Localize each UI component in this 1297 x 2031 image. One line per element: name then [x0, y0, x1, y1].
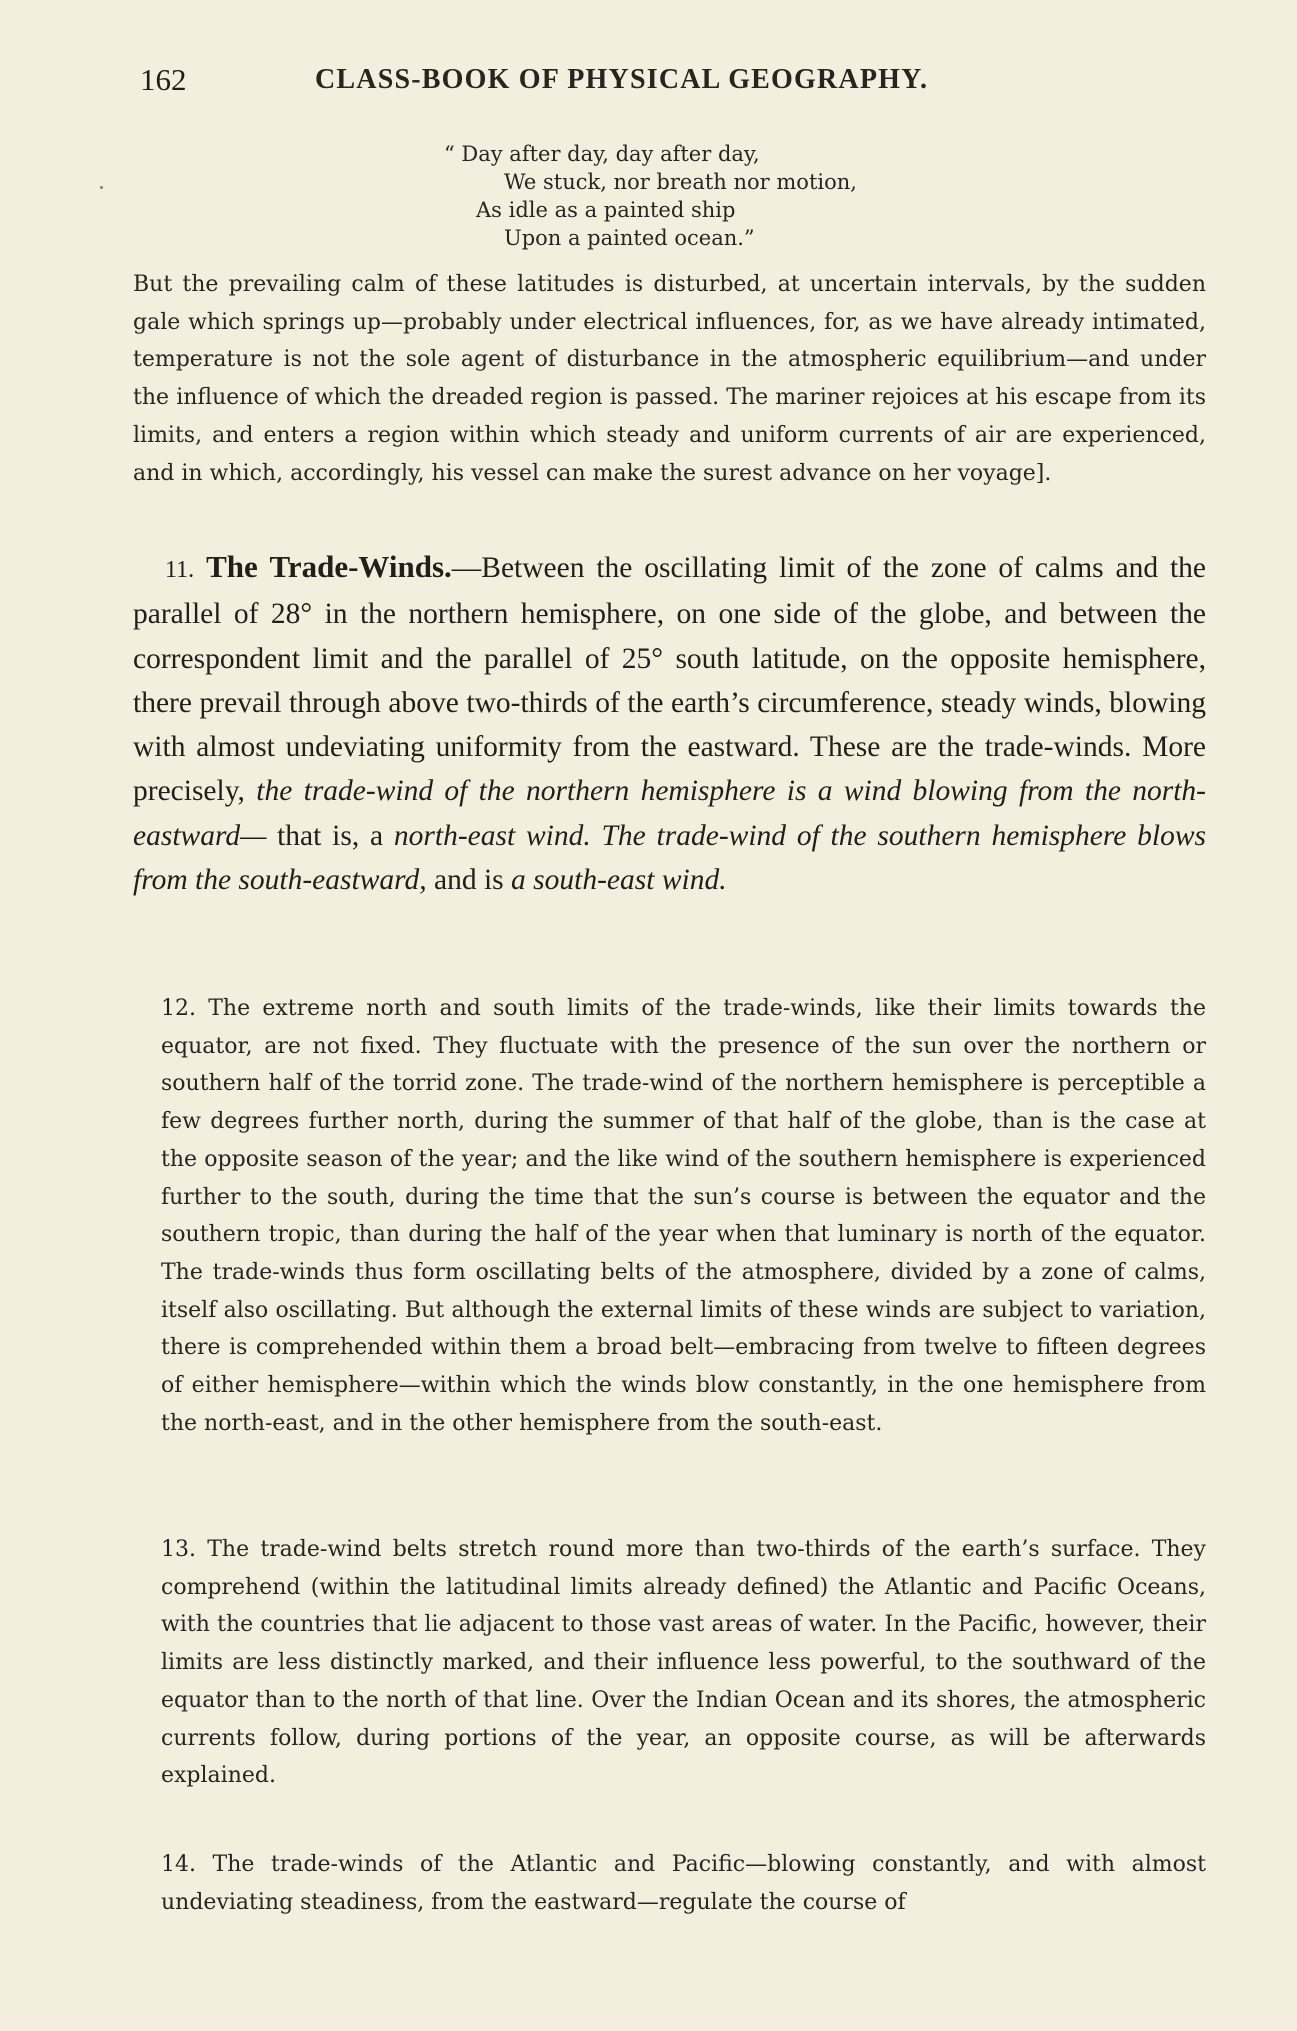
running-head: CLASS-BOOK OF PHYSICAL GEOGRAPHY. [315, 64, 929, 95]
section-12-text: 12. The extreme north and south limits of the trade-winds, like their limits towards the equator, are not fixed. They fluctuate with the presence of the sun over the northern or southern half of the torrid zone. The trade-wind of the northern hemisphere is perceptible a few degrees further north, during the summer of that half of the globe, than is the case at the opposite season of the year; and the like wind of the southern hemisphere is experienced further to the south, during the time that the sun’s course is between the equator and the southern tropic, than during the half of the year when that luminary is north of the equator. The trade-winds thus form oscillating belts of the atmosphere, divided by a zone of calms, itself also oscillating. But although the external limits of these winds are subject to variation, there is comprehended within them a broad belt—embracing from twelve to fifteen degrees of either hemisphere—within which the winds blow constantly, in the one hemisphere from the north-east, and in the other hemisphere from the south-east. [161, 996, 1206, 1436]
section-11-italic-2: north-east wind. The trade-wind of the southern hemisphere blows from the south-eastward, [133, 819, 1206, 897]
verse-line: Upon a painted ocean.” [504, 226, 755, 250]
page-header [140, 62, 1210, 106]
section-11-italic-1: the trade-wind of the northern hemisphere is a wind blowing from the north-eastward— [133, 775, 1207, 852]
section-title: The Trade-Winds. [206, 549, 452, 584]
section-13-text: 13. The trade-wind belts stretch round more than two-thirds of the earth’s surface. They comprehend (within the latitudinal limits already defined) the Atlantic and Pacific Oceans, with the countries that lie adjacent to those vast areas of water. In the Pacific, however, their limits are less distinctly marked, and their influence less powerful, to the southward of the equator than to the north of that line. Over the Indian Ocean and its shores, the atmospheric currents follow, during portions of the year, an opposite course, as will be afterwards explained. [161, 1537, 1206, 1789]
verse-quotation [440, 140, 1040, 252]
page-number: 162 [140, 62, 187, 97]
section-12 [133, 990, 1206, 1442]
verse-line: We stuck, nor breath nor motion, [504, 170, 857, 194]
section-11-mid-1: that is, a [266, 819, 394, 852]
section-13 [133, 1531, 1206, 1795]
margin-mark [100, 186, 103, 189]
section-11-italic-3: a south-east wind. [511, 864, 727, 897]
section-11 [133, 545, 1206, 902]
verse-line: “ Day after day, day after day, [444, 142, 760, 166]
verse-line: As idle as a painted ship [476, 198, 736, 222]
section-11-body: —Between the oscillating limit of the zone of calms and the parallel of 28° in the northern hemisphere, on one side of the globe, and between the correspondent limit and the parallel of 25° south latitude, on the opposite hemisphere, there prevail through above two-thirds of the earth’s circumference, steady winds, blowing with almost undeviating uniformity from the eastward. These are the trade-winds. More precisely, [133, 552, 1206, 808]
intro-paragraph [133, 266, 1206, 492]
section-11-paragraph [133, 545, 1206, 902]
section-14 [133, 1846, 1206, 1921]
section-11-mid-2: and is [426, 864, 512, 897]
intro-text: But the prevailing calm of these latitudes is disturbed, at uncertain intervals, by the sudden gale which springs up—probably under electrical influences, for, as we have already intimated, temperature is not the sole agent of disturbance in the atmospheric equilibrium—and under the influence of which the dreaded region is passed. The mariner rejoices at his escape from its limits, and enters a region within which steady and uniform currents of air are experienced, and in which, accordingly, his vessel can make the surest advance on her voyage]. [133, 272, 1206, 486]
section-number: 11. [165, 557, 195, 583]
section-14-text: 14. The trade-winds of the Atlantic and Pacific—blowing constantly, and with almost undeviating steadiness, from the eastward—regulate the course of [161, 1852, 1206, 1915]
